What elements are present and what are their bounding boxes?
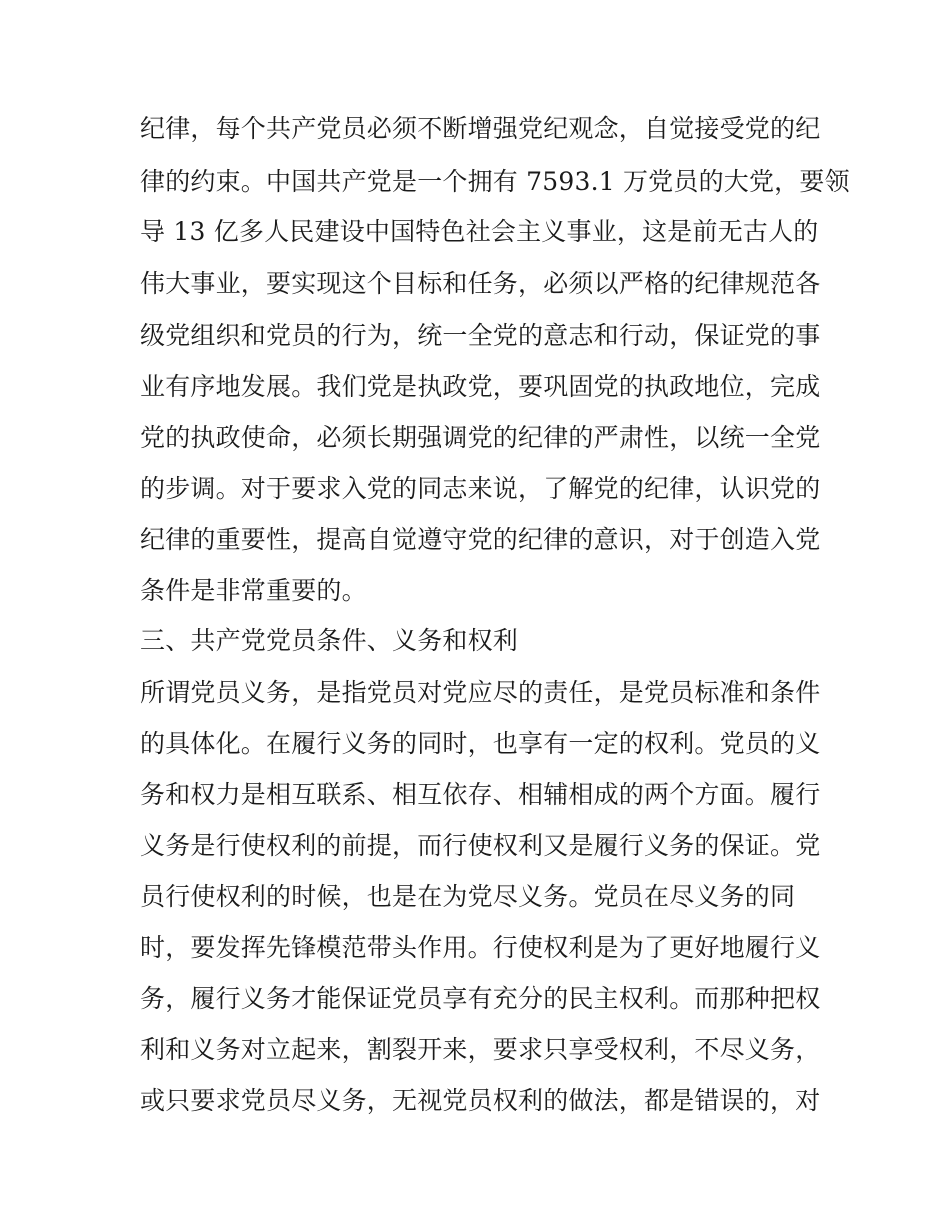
text-line: 务和权力是相互联系、相互依存、相辅相成的两个方面。履行 [140, 780, 821, 809]
text-line: 的具体化。在履行义务的同时，也享有一定的权利。党员的义 [140, 729, 821, 758]
text-line: 的步调。对于要求入党的同志来说，了解党的纪律，认识党的 [140, 474, 821, 503]
text-line: 利和义务对立起来，割裂开来，要求只享受权利，不尽义务， [140, 1035, 821, 1064]
text-line: 或只要求党员尽义务，无视党员权利的做法，都是错误的，对 [140, 1086, 821, 1115]
text-line: 党的执政使命，必须长期强调党的纪律的严肃性，以统一全党 [140, 423, 821, 452]
text-line: 条件是非常重要的。 [140, 576, 367, 605]
text-line: 员行使权利的时候，也是在为党尽义务。党员在尽义务的同 [140, 882, 796, 911]
text-line: 级党组织和党员的行为，统一全党的意志和行动，保证党的事 [140, 321, 821, 350]
text-line: 业有序地发展。我们党是执政党，要巩固党的执政地位，完成 [140, 372, 821, 401]
text-line: 纪律的重要性，提高自觉遵守党的纪律的意识，对于创造入党 [140, 525, 821, 554]
text-line: 纪律，每个共产党员必须不断增强党纪观念，自觉接受党的纪 [140, 114, 821, 143]
text-line: 时，要发挥先锋模范带头作用。行使权利是为了更好地履行义 [140, 933, 821, 962]
text-line: 所谓党员义务，是指党员对党应尽的责任，是党员标准和条件 [140, 678, 821, 707]
section-heading: 三、共产党党员条件、义务和权利 [140, 626, 519, 655]
text-line: 义务是行使权利的前提，而行使权利又是履行义务的保证。党 [140, 831, 821, 860]
text-line: 律的约束。中国共产党是一个拥有 7593.1 万党员的大党，要领 [140, 167, 850, 196]
text-line: 务，履行义务才能保证党员享有充分的民主权利。而那种把权 [140, 984, 821, 1013]
text-line: 伟大事业，要实现这个目标和任务，必须以严格的纪律规范各 [140, 269, 821, 298]
text-line: 导 13 亿多人民建设中国特色社会主义事业，这是前无古人的 [140, 217, 819, 246]
